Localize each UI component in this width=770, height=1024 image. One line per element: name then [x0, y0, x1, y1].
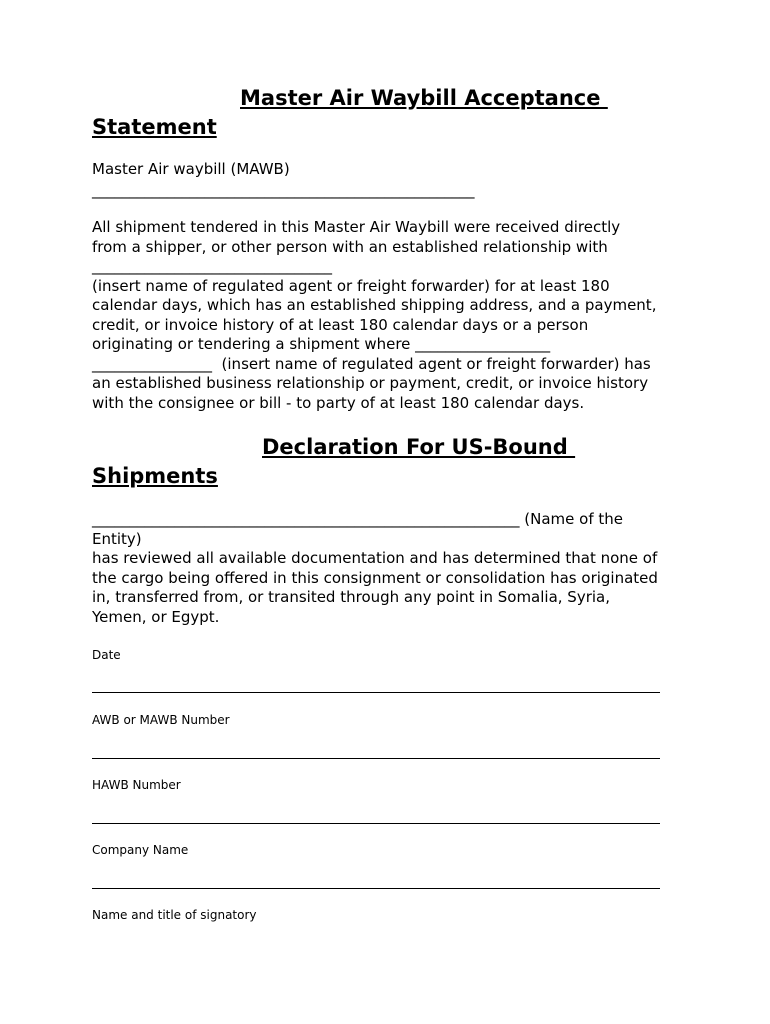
paragraph-line: Yemen, or Egypt.	[92, 608, 220, 626]
paragraph-line: (insert name of regulated agent or freight forwarder) for at least 180	[92, 277, 610, 295]
paragraph-line: has reviewed all available documentation and has determined that none of	[92, 549, 658, 567]
company-name-line[interactable]	[92, 888, 660, 889]
document-title-line2: Statement	[92, 115, 217, 139]
agent-name-blank[interactable]: ________________________________	[92, 257, 332, 275]
paragraph-line: calendar days, which has an established shipping address, and a payment,	[92, 296, 657, 314]
company-name-label: Company Name	[92, 843, 189, 857]
paragraph-line: ________________ (insert name of regulated agent or freight forwarder) has	[92, 355, 651, 373]
paragraph-line: with the consignee or bill - to party of at least 180 calendar days.	[92, 394, 585, 412]
paragraph-line: from a shipper, or other person with an established relationship with	[92, 238, 608, 256]
declaration-title-line1: Declaration For US-Bound	[262, 435, 576, 459]
paragraph-line: an established business relationship or payment, credit, or invoice history	[92, 374, 649, 392]
mawb-label: Master Air waybill (MAWB)	[92, 160, 290, 178]
date-label: Date	[92, 648, 121, 662]
date-line[interactable]	[92, 692, 660, 693]
signatory-label: Name and title of signatory	[92, 908, 257, 922]
paragraph-line: All shipment tendered in this Master Air Waybill were received directly	[92, 218, 621, 236]
mawb-blank[interactable]: ___________________________________________________	[92, 181, 475, 199]
paragraph-line: originating or tendering a shipment where __________________	[92, 335, 551, 353]
entity-name-blank[interactable]: _________________________________________________________ (Name of the	[92, 510, 623, 528]
paragraph-line: credit, or invoice history of at least 180 calendar days or a person	[92, 316, 589, 334]
hawb-number-label: HAWB Number	[92, 778, 181, 792]
document-title-line1: Master Air Waybill Acceptance	[240, 86, 608, 110]
declaration-title-line2: Shipments	[92, 464, 218, 488]
awb-number-line[interactable]	[92, 758, 660, 759]
paragraph-line: Entity)	[92, 530, 142, 548]
paragraph-line: in, transferred from, or transited through any point in Somalia, Syria,	[92, 588, 610, 606]
paragraph-line: the cargo being offered in this consignment or consolidation has originated	[92, 569, 658, 587]
awb-number-label: AWB or MAWB Number	[92, 713, 230, 727]
hawb-number-line[interactable]	[92, 823, 660, 824]
